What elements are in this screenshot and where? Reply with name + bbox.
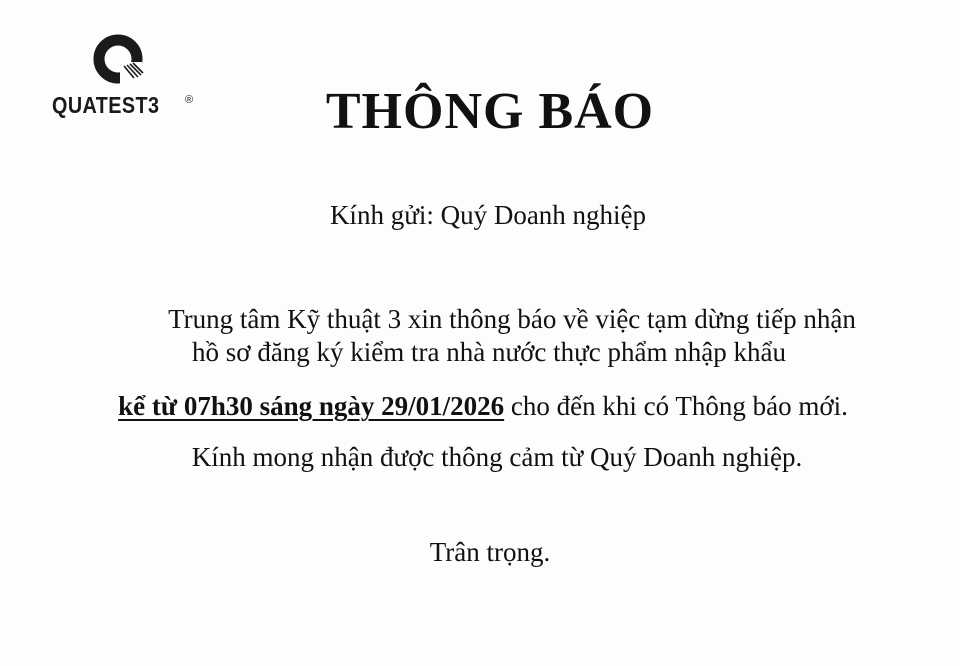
salutation: Kính gửi: Quý Doanh nghiệp [329,200,647,230]
notice-body-line-2: hồ sơ đăng ký kiểm tra nhà nước thực phẩm nhập khẩu [192,337,786,367]
notice-body-line-1: Trung tâm Kỹ thuật 3 xin thông báo về việc tạm dừng tiếp nhận [168,304,856,334]
registered-trademark-mark: ® [185,94,194,106]
closing-regards: Trân trọng. [429,537,551,567]
notice-body-line-3-rest: cho đến khi có Thông báo mới. [504,391,848,421]
quatest3-logo-mark-icon [90,32,150,88]
notice-title: THÔNG BÁO [325,83,655,140]
effective-date-emphasis: kể từ 07h30 sáng ngày 29/01/2026 [118,391,505,421]
quatest3-logo-text: QUATEST3 [52,92,160,118]
notice-body-line-4: Kính mong nhận được thông cảm từ Quý Doanh nghiệp. [191,442,803,472]
notice-body-line-3 [0,391,960,422]
